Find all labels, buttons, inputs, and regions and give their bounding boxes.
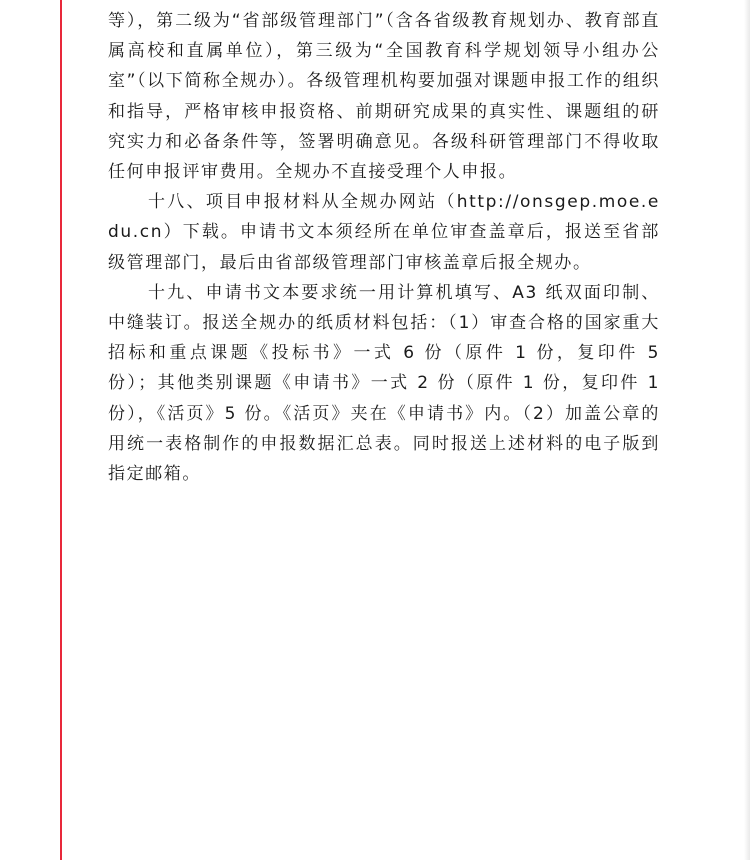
red-margin-line — [60, 0, 62, 860]
paragraph-item-18: 十八、项目申报材料从全规办网站（http://onsgep.moe.edu.cn）下载。申请书文本须经所在单位审查盖章后，报送至省部级管理部门，最后由省部级管理部门审核盖章后报全规办。 — [108, 192, 660, 273]
paragraph-item-19: 十九、申请书文本要求统一用计算机填写、A3 纸双面印制、中缝装订。报送全规办的纸质材料包括：（1）审查合格的国家重大招标和重点课题《投标书》一式 6 份（原件 1 份，复印件 5 份）；其他类别课题《申请书》一式 2 份（原件 1 份，复印件 1 份），《活页》5 份。《活页》夹在《申请书》内。（2）加盖公章的用统一表格制作的申报数据汇总表。同时报送上述材料的电子版到指定邮箱。 — [108, 282, 660, 485]
document-body — [108, 6, 660, 489]
paragraph-management-levels: 等），第二级为“省部级管理部门”（含各省级教育规划办、教育部直属高校和直属单位），第三级为“全国教育科学规划领导小组办公室”（以下简称全规办）。各级管理机构要加强对课题申报工作的组织和指导，严格审核申报资格、前期研究成果的真实性、课题组的研究实力和必备条件等，签署明确意见。各级科研管理部门不得收取任何申报评审费用。全规办不直接受理个人申报。 — [108, 11, 660, 183]
page-edge-shadow — [744, 0, 750, 860]
